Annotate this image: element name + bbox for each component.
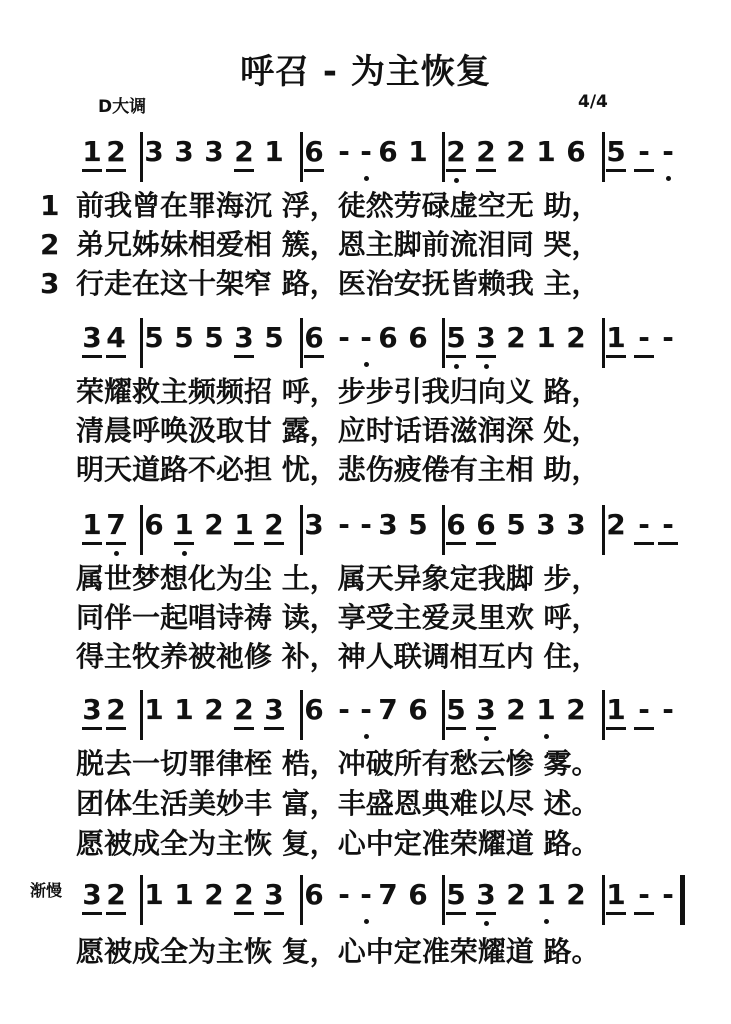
note: 2 <box>204 878 224 911</box>
note: 2 <box>506 135 526 168</box>
note: 2 <box>232 136 256 168</box>
note: 1 <box>534 694 558 726</box>
verse-number: 1 <box>40 189 60 222</box>
note: 2 <box>474 136 498 168</box>
lyric-line <box>40 452 700 488</box>
key-signature: D大调 <box>98 97 147 117</box>
lyric-line <box>40 826 700 862</box>
note: 6 <box>566 135 586 168</box>
note: 3 <box>174 135 194 168</box>
sustain-dash: - <box>632 694 656 726</box>
note: 5 <box>174 321 194 354</box>
sustain-dash: - <box>354 879 378 911</box>
note: 1 <box>144 878 164 911</box>
note: 3 <box>262 879 286 911</box>
note: 2 <box>566 878 586 911</box>
lyric-line <box>40 639 700 675</box>
verse-number: 2 <box>40 228 60 261</box>
note: 2 <box>506 878 526 911</box>
note: 1 <box>536 135 556 168</box>
lyric-text: 愿被成全为主恢 复，心中定准荣耀道 路。 <box>76 935 600 968</box>
melody-line-1 <box>80 132 680 182</box>
note: 6 <box>408 321 428 354</box>
sustain-dash: - <box>656 136 680 168</box>
sustain-dash: - <box>338 321 350 354</box>
lyric-line <box>40 227 700 263</box>
note: 6 <box>408 878 428 911</box>
note: 3 <box>232 322 256 354</box>
note: 6 <box>302 322 326 354</box>
sustain-dash: - <box>662 878 674 911</box>
note: 5 <box>204 321 224 354</box>
note: 1 <box>534 879 558 911</box>
note: 1 <box>80 509 104 541</box>
note: 3 <box>474 322 498 354</box>
note: 2 <box>506 693 526 726</box>
lyric-text: 清晨呼唤汲取甘 露，应时话语滋润深 处， <box>76 414 600 447</box>
note: 6 <box>378 321 398 354</box>
sustain-dash: - <box>338 878 350 911</box>
final-bar-line <box>680 875 685 925</box>
lyric-line <box>40 600 700 636</box>
lyric-text: 明天道路不必担 忧，悲伤疲倦有主相 助， <box>76 453 600 486</box>
melody-line-4 <box>80 690 680 740</box>
note: 6 <box>378 135 398 168</box>
note: 3 <box>474 694 498 726</box>
note: 1 <box>264 135 284 168</box>
sustain-dash: - <box>632 509 656 541</box>
sustain-dash: - <box>360 508 372 541</box>
lyric-line <box>40 188 700 224</box>
note: 5 <box>444 879 468 911</box>
lyric-text: 前我曾在罪海沉 浮，徒然劳碌虚空无 助， <box>76 189 600 222</box>
note: 2 <box>506 321 526 354</box>
note: 3 <box>204 135 224 168</box>
note: 1 <box>536 321 556 354</box>
verse-number: 3 <box>40 267 60 300</box>
note: 2 <box>444 136 468 168</box>
lyric-text: 愿被成全为主恢 复，心中定准荣耀道 路。 <box>76 827 600 860</box>
lyric-text: 同伴一起唱诗祷 读，享受主爱灵里欢 呼， <box>76 601 600 634</box>
lyric-text: 团体生活美妙丰 富，丰盛恩典难以尽 述。 <box>76 787 600 820</box>
note: 1 <box>604 879 628 911</box>
note: 7 <box>378 693 398 726</box>
note: 2 <box>566 693 586 726</box>
note: 2 <box>606 508 626 541</box>
note: 7 <box>104 509 128 541</box>
note: 3 <box>566 508 586 541</box>
note: 4 <box>104 322 128 354</box>
note: 2 <box>104 694 128 726</box>
note: 6 <box>304 693 324 726</box>
note: 1 <box>604 322 628 354</box>
lyric-text: 脱去一切罪律桎 梏，冲破所有愁云惨 雾。 <box>76 747 600 780</box>
lyric-line <box>40 934 700 970</box>
lyric-line <box>40 266 700 302</box>
note: 2 <box>104 879 128 911</box>
lyric-text: 弟兄姊妹相爱相 簇，恩主脚前流泪同 哭， <box>76 228 600 261</box>
melody-line-5 <box>80 875 680 925</box>
note: 2 <box>204 508 224 541</box>
time-signature: 4/4 <box>578 92 608 112</box>
note: 5 <box>604 136 628 168</box>
note: 2 <box>104 136 128 168</box>
note: 3 <box>80 322 104 354</box>
note: 6 <box>444 509 468 541</box>
note: 2 <box>262 509 286 541</box>
sustain-dash: - <box>662 693 674 726</box>
lyric-line <box>40 561 700 597</box>
note: 3 <box>262 694 286 726</box>
sustain-dash: - <box>354 322 378 354</box>
lyric-text: 属世梦想化为尘 土，属天异象定我脚 步， <box>76 562 600 595</box>
note: 5 <box>264 321 284 354</box>
note: 6 <box>304 878 324 911</box>
sustain-dash: - <box>632 322 656 354</box>
note: 3 <box>144 135 164 168</box>
note: 3 <box>80 694 104 726</box>
note: 3 <box>80 879 104 911</box>
lyric-line <box>40 413 700 449</box>
song-title: 呼召 - 为主恢复 <box>240 52 491 92</box>
note: 1 <box>232 509 256 541</box>
sustain-dash: - <box>354 694 378 726</box>
note: 1 <box>144 693 164 726</box>
note: 3 <box>378 508 398 541</box>
lyric-text: 行走在这十架窄 路，医治安抚皆赖我 主， <box>76 267 600 300</box>
sustain-dash: - <box>662 321 674 354</box>
lyric-line <box>40 746 700 782</box>
note: 1 <box>408 135 428 168</box>
note: 1 <box>174 693 194 726</box>
note: 5 <box>444 322 468 354</box>
note: 1 <box>604 694 628 726</box>
note: 6 <box>408 693 428 726</box>
note: 1 <box>174 878 194 911</box>
note: 5 <box>408 508 428 541</box>
note: 6 <box>302 136 326 168</box>
note: 5 <box>144 321 164 354</box>
note: 3 <box>536 508 556 541</box>
sustain-dash: - <box>632 136 656 168</box>
melody-line-3 <box>80 505 680 555</box>
note: 5 <box>444 694 468 726</box>
melody-line-2 <box>80 318 680 368</box>
note: 1 <box>172 509 196 541</box>
sustain-dash: - <box>338 693 350 726</box>
note: 2 <box>232 694 256 726</box>
sustain-dash: - <box>338 135 350 168</box>
sustain-dash: - <box>656 509 680 541</box>
lyric-text: 荣耀救主频频招 呼，步步引我归向义 路， <box>76 375 600 408</box>
note: 2 <box>232 879 256 911</box>
note: 3 <box>304 508 324 541</box>
lyric-line <box>40 374 700 410</box>
note: 6 <box>144 508 164 541</box>
lyric-text: 得主牧养被祂修 补，神人联调相互内 住， <box>76 640 600 673</box>
note: 3 <box>474 879 498 911</box>
sustain-dash: - <box>354 136 378 168</box>
note: 5 <box>506 508 526 541</box>
note: 2 <box>566 321 586 354</box>
note: 1 <box>80 136 104 168</box>
tempo-mark: 渐慢 <box>30 881 63 900</box>
note: 2 <box>204 693 224 726</box>
lyric-line <box>40 786 700 822</box>
note: 6 <box>474 509 498 541</box>
sustain-dash: - <box>632 879 656 911</box>
note: 7 <box>378 878 398 911</box>
sustain-dash: - <box>338 508 350 541</box>
